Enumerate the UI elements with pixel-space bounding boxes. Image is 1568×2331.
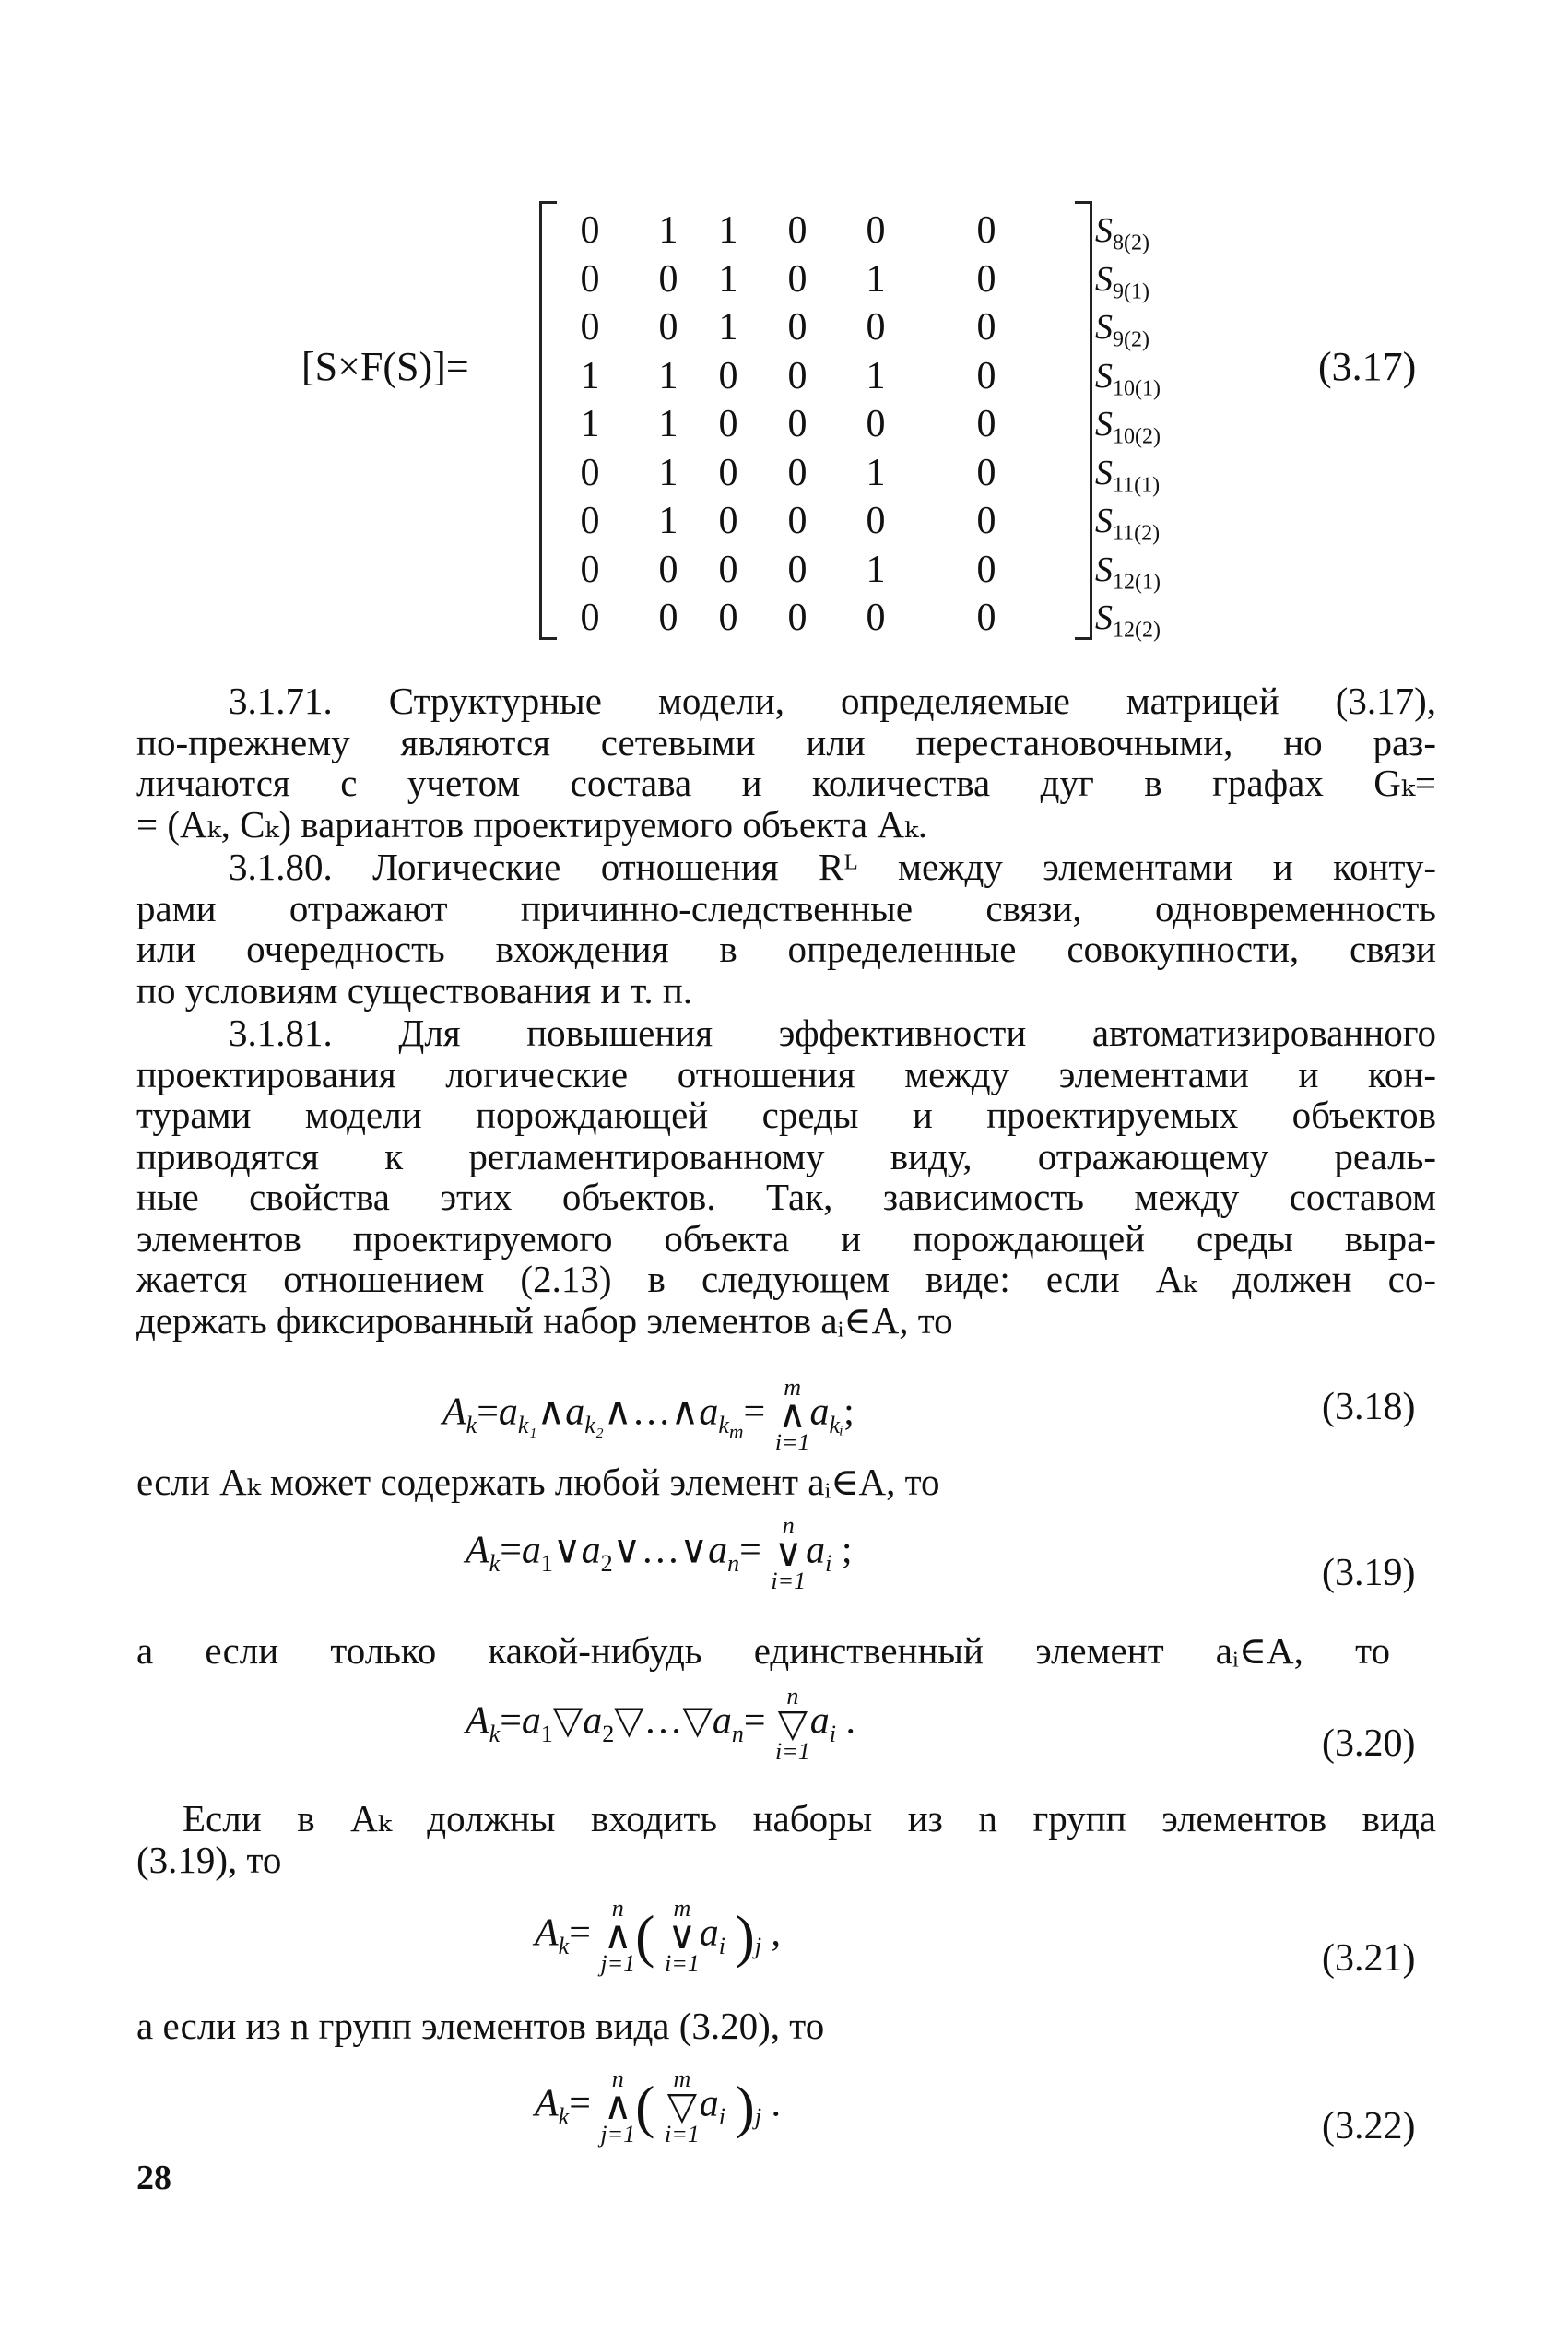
matrix-row-label: $S_{11(1)}$ bbox=[1095, 453, 1161, 498]
equation-3-22: $A_k=$ n ∧ j=1 ( m ▽ i=1 $a_i$ )$_j$ . bbox=[535, 2065, 782, 2148]
matrix-row-label: $S_{12(2)}$ bbox=[1095, 598, 1161, 643]
matrix-row-label: $S_{9(2)}$ bbox=[1095, 308, 1149, 352]
matrix-cell: 0 bbox=[787, 500, 808, 542]
matrix-cell: 0 bbox=[787, 451, 808, 494]
matrix-cell: 0 bbox=[658, 597, 678, 639]
matrix-cell: 1 bbox=[658, 403, 678, 445]
matrix bbox=[539, 194, 1092, 645]
text-line: жается отношением (2.13) в следующем виде: если Aₖ должен со- bbox=[136, 1258, 1436, 1300]
matrix-cell: 0 bbox=[787, 257, 808, 301]
eq18-sup: m bbox=[784, 1374, 801, 1401]
matrix-cell: 0 bbox=[580, 209, 600, 252]
matrix-cell: 1 bbox=[866, 548, 886, 591]
paragraph-3-1-80 bbox=[136, 846, 1436, 1012]
text-line: рами отражают причинно-следственные связи, одновременность bbox=[136, 886, 1436, 929]
equation-number-3-18: (3.18) bbox=[1322, 1386, 1416, 1428]
matrix-row-label: $S_{8(2)}$ bbox=[1095, 211, 1149, 255]
matrix-cell: 0 bbox=[866, 403, 886, 445]
matrix-cell: 0 bbox=[976, 597, 996, 639]
text-line: личаются с учетом состава и количества дуг в графах Gₖ= bbox=[136, 762, 1436, 804]
matrix-cell: 0 bbox=[718, 500, 738, 542]
text-line: 3.1.81. Для повышения эффективности автоматизированного bbox=[229, 1012, 1436, 1054]
matrix-cell: 0 bbox=[866, 500, 886, 542]
page-number: 28 bbox=[136, 2159, 171, 2197]
matrix-cell: 1 bbox=[580, 354, 600, 397]
matrix-cell: 0 bbox=[787, 597, 808, 639]
matrix-cell: 1 bbox=[718, 209, 738, 252]
matrix-cell: 1 bbox=[718, 306, 738, 349]
paragraph-3-1-81 bbox=[136, 1012, 1436, 1342]
matrix-cell: 0 bbox=[787, 306, 808, 349]
matrix-cell: 0 bbox=[718, 354, 738, 397]
text-line: или очередность вхождения в определенные совокупности, связи bbox=[136, 928, 1436, 970]
matrix-row-label: $S_{10(1)}$ bbox=[1095, 356, 1161, 401]
text-line: приводятся к регламентированному виду, отражающему реаль- bbox=[136, 1134, 1436, 1177]
matrix-cell: 0 bbox=[658, 548, 678, 591]
equation-3-18: $A_k=a_{k_1}\wedge a_{k_2}\wedge\dots\wedge a_{k_m}=$ m ∧ i=1 $a_{kᵢ}$; bbox=[442, 1374, 855, 1456]
matrix-cell: 0 bbox=[976, 403, 996, 445]
matrix-cell: 0 bbox=[580, 306, 600, 349]
right-bracket bbox=[1075, 201, 1092, 640]
matrix-cell: 0 bbox=[976, 209, 996, 252]
equation-3-20: $A_k=a_1▽a_2▽\dots▽a_n=$ n ▽ i=1 $a_i$ . bbox=[466, 1683, 856, 1765]
matrix-cell: 0 bbox=[787, 403, 808, 445]
text-line: = (Aₖ, Cₖ) вариантов проектируемого объекта Aₖ. bbox=[136, 802, 928, 846]
equation-number-3-17: (3.17) bbox=[1318, 344, 1417, 389]
matrix-cell: 1 bbox=[718, 257, 738, 301]
matrix-cell: 0 bbox=[976, 354, 996, 397]
matrix-row-label: $S_{9(1)}$ bbox=[1095, 259, 1149, 304]
equation-number-3-22: (3.22) bbox=[1322, 2105, 1416, 2148]
matrix-row-label: $S_{11(2)}$ bbox=[1095, 502, 1161, 546]
equation-3-21: $A_k=$ n ∧ j=1 ( m ∨ i=1 $a_i$ )$_j$ , bbox=[535, 1895, 782, 1977]
equation-number-3-19: (3.19) bbox=[1322, 1552, 1416, 1594]
text-line: турами модели порождающей среды и проектируемых объектов bbox=[136, 1094, 1436, 1136]
matrix-cell: 0 bbox=[787, 354, 808, 397]
left-bracket bbox=[539, 201, 557, 640]
text-line: 3.1.71. Структурные модели, определяемые матрицей (3.17), bbox=[229, 680, 1436, 722]
equation-number-3-21: (3.21) bbox=[1322, 1937, 1416, 1980]
matrix-cell: 0 bbox=[658, 306, 678, 349]
text-before-3-19: если Aₖ может содержать любой элемент aᵢ∈A, то bbox=[136, 1461, 940, 1503]
matrix-cell: 1 bbox=[658, 354, 678, 397]
text-line: по-прежнему являются сетевыми или перестановочными, но раз- bbox=[136, 720, 1436, 763]
text-before-3-21: Если в Aₖ должны входить наборы из n групп элементов вида (3.19), то bbox=[136, 1797, 1436, 1881]
matrix-cell: 1 bbox=[658, 209, 678, 252]
eq18-sub: i=1 bbox=[774, 1429, 810, 1456]
matrix-cell: 0 bbox=[976, 451, 996, 494]
matrix-cell: 1 bbox=[866, 451, 886, 494]
matrix-lhs: [S×F(S)]= bbox=[301, 344, 469, 389]
matrix-cell: 0 bbox=[580, 548, 600, 591]
matrix-cell: 0 bbox=[787, 209, 808, 252]
matrix-cell: 1 bbox=[658, 500, 678, 542]
matrix-cell: 1 bbox=[580, 403, 600, 445]
matrix-row-label: $S_{12(1)}$ bbox=[1095, 550, 1161, 595]
matrix-cell: 0 bbox=[866, 597, 886, 639]
matrix-cell: 0 bbox=[976, 500, 996, 542]
matrix-cell: 1 bbox=[866, 257, 886, 301]
matrix-cell: 0 bbox=[580, 500, 600, 542]
text-line: ные свойства этих объектов. Так, зависимость между составом bbox=[136, 1176, 1436, 1218]
text-line: 3.1.80. Логические отношения Rᴸ между элементами и конту- bbox=[229, 846, 1436, 888]
matrix-cell: 1 bbox=[866, 354, 886, 397]
matrix-cell: 0 bbox=[976, 306, 996, 349]
matrix-cell: 0 bbox=[866, 209, 886, 252]
equation-3-19: $A_k=a_1\vee a_2\vee\dots\vee a_n=$ n ∨ i=1 $a_i$ ; bbox=[466, 1512, 853, 1594]
paragraph-3-1-71 bbox=[136, 680, 1436, 846]
text-before-3-20: а если только какой-нибудь единственный элемент aᵢ∈A, то bbox=[136, 1629, 1390, 1672]
matrix-cell: 0 bbox=[976, 548, 996, 591]
matrix-cell: 0 bbox=[718, 451, 738, 494]
matrix-cell: 0 bbox=[658, 257, 678, 301]
matrix-cell: 0 bbox=[580, 451, 600, 494]
matrix-cell: 0 bbox=[718, 548, 738, 591]
text-line: элементов проектируемого объекта и порождающей среды выра- bbox=[136, 1216, 1436, 1260]
text-line: проектирования логические отношения между элементами и кон- bbox=[136, 1052, 1436, 1095]
text-line: держать фиксированный набор элементов aᵢ∈A, то bbox=[136, 1298, 953, 1342]
matrix-cell: 0 bbox=[866, 306, 886, 349]
text-before-3-22: а если из n групп элементов вида (3.20), то bbox=[136, 2005, 825, 2047]
equation-number-3-20: (3.20) bbox=[1322, 1722, 1416, 1765]
matrix-cell: 0 bbox=[580, 597, 600, 639]
text-line: по условиям существования и т. п. bbox=[136, 968, 693, 1012]
matrix-cell: 0 bbox=[580, 257, 600, 301]
matrix-cell: 0 bbox=[787, 548, 808, 591]
matrix-cell: 0 bbox=[718, 403, 738, 445]
matrix-cell: 0 bbox=[976, 257, 996, 301]
matrix-row-label: $S_{10(2)}$ bbox=[1095, 405, 1161, 449]
matrix-cell: 1 bbox=[658, 451, 678, 494]
matrix-cell: 0 bbox=[718, 597, 738, 639]
